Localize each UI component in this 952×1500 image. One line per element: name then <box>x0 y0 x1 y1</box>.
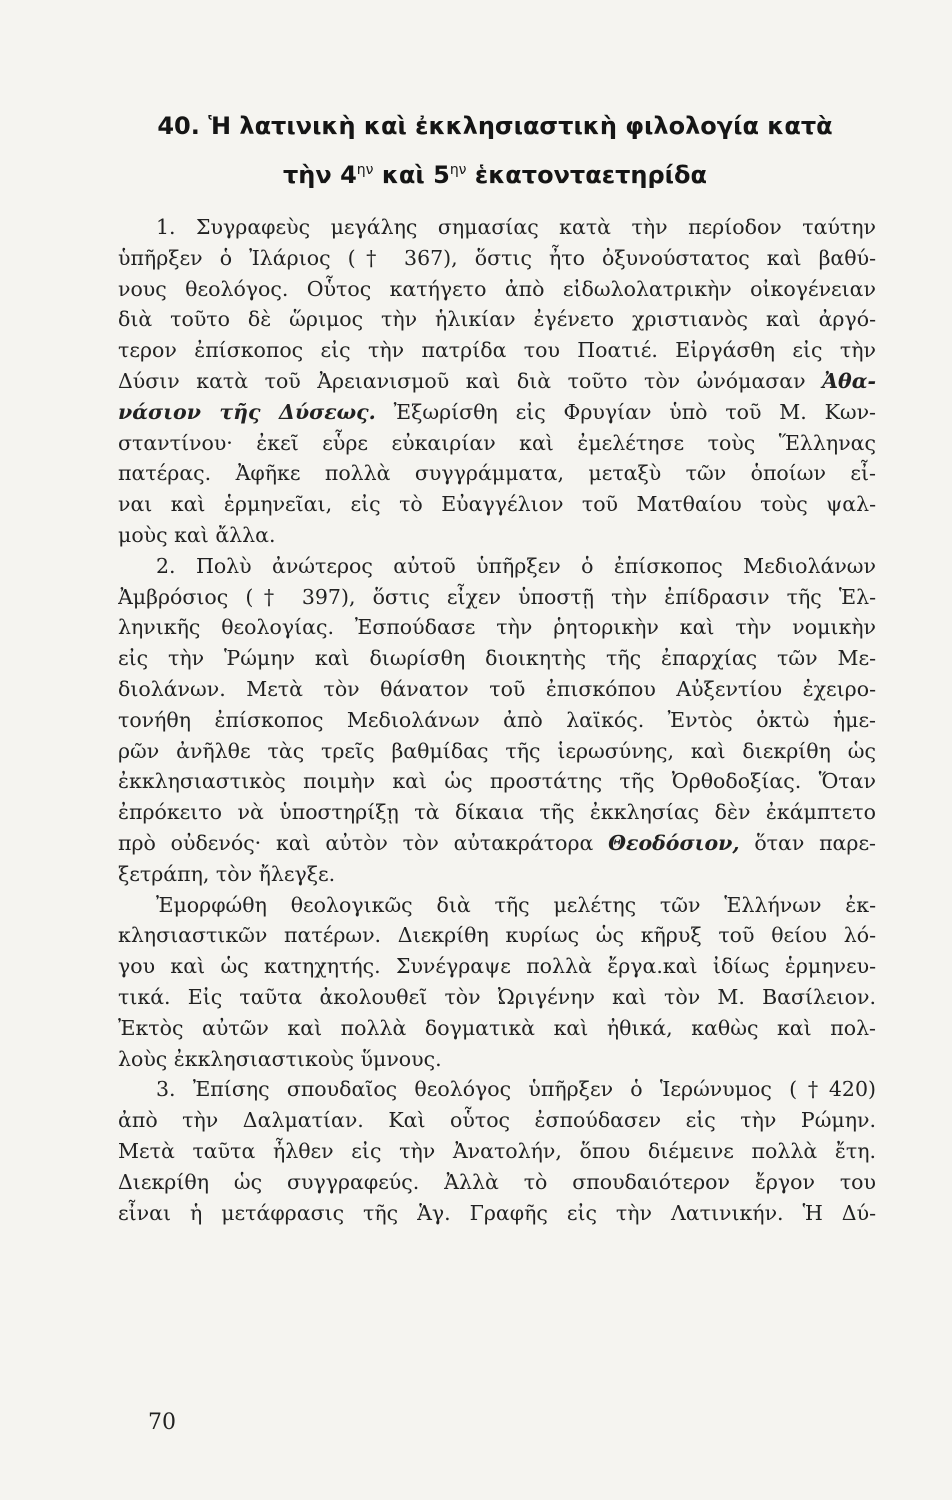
line-text: 2. Πολὺ ἀνώτερος αὐτοῦ ὑπῆρξεν ὁ ἐπίσκοπος Μεδιολάνων <box>156 553 876 578</box>
line-text: τερον ἐπίσκοπος εἰς τὴν πατρίδα του Ποατιέ. Εἰργάσθη εἰς τὴν <box>118 338 876 363</box>
line-text: πατέρας. Ἀφῆκε πολλὰ συγγράμματα, μεταξὺ τῶν ὁποίων εἶ- <box>118 461 876 486</box>
emphasized-text: νάσιον τῆς Δύσεως. <box>118 399 376 424</box>
line-text: διολάνων. Μετὰ τὸν θάνατον τοῦ ἐπισκόπου Αὐξεντίου ἐχειρο- <box>118 676 876 701</box>
line-text: 3. Ἐπίσης σπουδαῖος θεολόγος ὑπῆρξεν ὁ Ἱερώνυμος (†420) <box>156 1077 876 1102</box>
text-line <box>118 366 876 397</box>
text-line <box>118 828 876 859</box>
text-line <box>118 766 876 797</box>
text-line <box>118 428 876 459</box>
text-line <box>118 243 876 274</box>
heading-line-2-part: τὴν 4 <box>282 161 357 189</box>
text-line <box>118 1074 876 1105</box>
paragraph <box>118 890 876 1075</box>
heading-line-1: 40. Ἡ λατινικὴ καὶ ἐκκλησιαστικὴ φιλολογία κατὰ <box>157 112 833 140</box>
line-text: Ἀμβρόσιος († 397), ὅστις εἶχεν ὑποστῇ τὴν ἐπίδρασιν τῆς Ἑλ- <box>118 584 876 609</box>
line-text: ἐκκλησιαστικὸς ποιμὴν καὶ ὡς προστάτης τῆς Ὀρθοδοξίας. Ὅταν <box>118 769 876 794</box>
heading-line-2 <box>115 148 875 197</box>
text-line <box>118 212 876 243</box>
line-text: ὅταν παρε- <box>739 830 876 855</box>
text-line <box>118 612 876 643</box>
text-line <box>118 458 876 489</box>
text-line <box>118 397 876 428</box>
text-line <box>118 920 876 951</box>
line-text: τονήθη ἐπίσκοπος Μεδιολάνων ἀπὸ λαϊκός. Ἐντὸς ὀκτὼ ἡμε- <box>118 707 876 732</box>
line-text: κλησιαστικῶν πατέρων. Διεκρίθη κυρίως ὡς κῆρυξ τοῦ θείου λό- <box>118 923 876 948</box>
line-text: Ἐμορφώθη θεολογικῶς διὰ τῆς μελέτης τῶν Ἑλλήνων ἐκ- <box>156 892 876 917</box>
section-heading <box>115 104 875 197</box>
line-text: εἶναι ἡ μετάφρασις τῆς Ἁγ. Γραφῆς εἰς τὴν Λατινικήν. Ἡ Δύ- <box>118 1200 876 1225</box>
text-line <box>118 1167 876 1198</box>
line-text: πρὸ οὐδενός· καὶ αὐτὸν τὸν αὐτακράτορα <box>118 830 594 855</box>
text-line <box>118 890 876 921</box>
text-line <box>118 1198 876 1229</box>
text-line <box>118 674 876 705</box>
line-text: λοὺς ἐκκλησιαστικοὺς ὕμνους. <box>118 1046 442 1071</box>
text-line <box>118 274 876 305</box>
text-line <box>118 643 876 674</box>
text-line <box>118 982 876 1013</box>
line-text: 1. Συγραφεὺς μεγάλης σημασίας κατὰ τὴν περίοδον ταύτην <box>156 215 876 239</box>
line-text: σταντίνου· ἐκεῖ εὗρε εὐκαιρίαν καὶ ἐμελέτησε τοὺς Ἕλληνας <box>118 430 876 455</box>
emphasized-text: Ἀθα- <box>822 368 876 393</box>
text-line <box>118 1136 876 1167</box>
paragraph <box>118 551 876 890</box>
text-line <box>118 1044 876 1075</box>
text-line <box>118 304 876 335</box>
line-text: ναι καὶ ἑρμηνεῖαι, εἰς τὸ Εὐαγγέλιον τοῦ Ματθαίου τοὺς ψαλ- <box>118 492 876 517</box>
line-text: ρῶν ἀνῆλθε τὰς τρεῖς βαθμίδας τῆς ἱερωσύνης, καὶ διεκρίθη ὡς <box>118 738 876 763</box>
line-text: γου καὶ ὡς κατηχητής. Συνέγραψε πολλὰ ἔργα.καὶ ἰδίως ἑρμηνευ- <box>118 954 876 979</box>
heading-superscript: ην <box>356 162 374 178</box>
line-text: ληνικῆς θεολογίας. Ἐσπούδασε τὴν ῥητορικὴν καὶ τὴν νομικὴν <box>118 615 876 640</box>
text-line <box>118 859 876 890</box>
line-text: Ἐξωρίσθη εἰς Φρυγίαν ὑπὸ τοῦ Μ. Κων- <box>375 399 876 424</box>
line-text: τικά. Εἰς ταῦτα ἀκολουθεῖ τὸν Ὠριγένην καὶ τὸν Μ. Βασίλειον. <box>118 984 876 1009</box>
page-number: 70 <box>148 1410 176 1435</box>
text-line <box>118 705 876 736</box>
text-line <box>118 489 876 520</box>
emphasized-text: Θεοδόσιον, <box>608 830 740 855</box>
text-line <box>118 520 876 551</box>
line-text: ὑπῆρξεν ὁ Ἰλάριος († 367), ὅστις ἦτο ὀξυνούστατος καὶ βαθύ- <box>118 245 876 270</box>
text-line <box>118 797 876 828</box>
text-line <box>118 951 876 982</box>
text-line <box>118 1105 876 1136</box>
paragraph <box>118 1074 876 1228</box>
text-line <box>118 551 876 582</box>
line-text: ξετράπη, τὸν ἤλεγξε. <box>118 861 336 886</box>
text-line <box>118 736 876 767</box>
heading-superscript: ην <box>449 162 467 178</box>
line-text: Δύσιν κατὰ τοῦ Ἀρειανισμοῦ καὶ διὰ τοῦτο τὸν ὠνόμασαν <box>118 368 806 393</box>
text-line <box>118 582 876 613</box>
line-text: ἐπρόκειτο νὰ ὑποστηρίξῃ τὰ δίκαια τῆς ἐκκλησίας δὲν ἐκάμπτετο <box>118 800 876 825</box>
line-text: Μετὰ ταῦτα ἦλθεν εἰς τὴν Ἀνατολήν, ὅπου διέμεινε πολλὰ ἔτη. <box>118 1138 876 1163</box>
line-text: Ἐκτὸς αὐτῶν καὶ πολλὰ δογματικὰ καὶ ἠθικά, καθὼς καὶ πολ- <box>118 1015 876 1040</box>
text-line <box>118 335 876 366</box>
line-text: Διεκρίθη ὡς συγγραφεύς. Ἀλλὰ τὸ σπουδαιότερον ἔργον του <box>118 1169 876 1194</box>
line-text: εἰς τὴν Ῥώμην καὶ διωρίσθη διοικητὴς τῆς ἐπαρχίας τῶν Με- <box>118 646 876 671</box>
text-line <box>118 1013 876 1044</box>
line-text: ἀπὸ τὴν Δαλματίαν. Καὶ οὗτος ἐσπούδασεν εἰς τὴν Ρώμην. <box>118 1108 876 1133</box>
body-text <box>118 212 876 1228</box>
line-text: μοὺς καὶ ἄλλα. <box>118 522 276 547</box>
line-text: νους θεολόγος. Οὗτος κατήγετο ἀπὸ εἰδωλολατρικὴν οἰκογένειαν <box>118 276 876 301</box>
paragraph <box>118 212 876 551</box>
line-text: διὰ τοῦτο δὲ ὥριμος τὴν ἡλικίαν ἐγένετο χριστιανὸς καὶ ἀργό- <box>118 307 876 332</box>
heading-line-2-part: καὶ 5 <box>373 161 450 189</box>
heading-line-2-part: ἑκατονταετηρίδα <box>466 161 707 189</box>
